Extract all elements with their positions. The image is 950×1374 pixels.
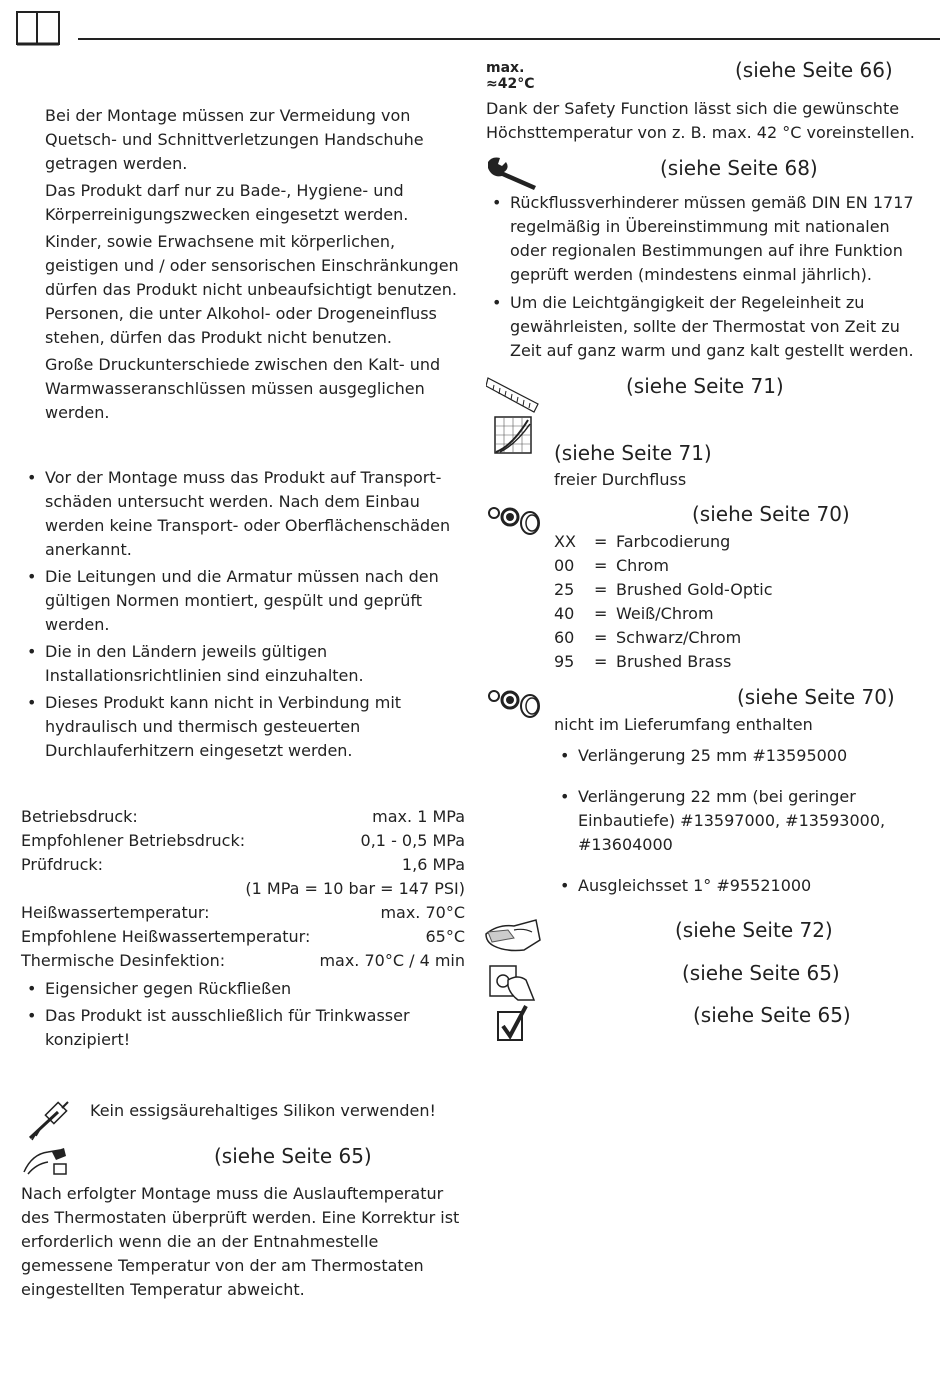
cleaning-hand-icon — [484, 916, 544, 954]
tech-specs — [21, 805, 465, 973]
color-row: 60 = Schwarz/Chrom — [554, 628, 742, 647]
safety-function-icon: max. ≈42°C — [486, 60, 535, 92]
accessory-item: • Verlängerung 25 mm #13595000 — [554, 744, 914, 768]
spec-bullet: • Eigensicher gegen Rückfließen — [21, 977, 451, 1001]
accessories-list — [554, 744, 914, 898]
montage-bullet: • Die in den Ländern jeweils gültigen Installationsrichtlinien sind einzuhalten. — [21, 640, 451, 688]
manual-book-icon — [15, 10, 63, 48]
color-codes — [554, 530, 773, 674]
color-row: 95 = Brushed Brass — [554, 652, 732, 671]
accessory-item: • Ausgleichsset 1° #95521000 — [554, 874, 914, 898]
spec-row: Thermische Desinfektion: max. 70°C / 4 min — [21, 951, 465, 970]
calibration-icon — [22, 1144, 68, 1180]
flow-diagram-icon — [494, 416, 532, 454]
safety-note-pressure: Große Druckunterschiede zwischen den Kalt- und Warmwasseranschlüssen müssen ausgeglichen werden. — [45, 355, 441, 422]
checklist-ref: (siehe Seite 65) — [693, 1003, 851, 1027]
operation-hand-icon — [488, 960, 538, 1002]
spec-row: Betriebsdruck: max. 1 MPa — [21, 807, 465, 826]
montage-bullet: • Die Leitungen und die Armatur müssen nach den gültigen Normen montiert, gespült und geprüft werden. — [21, 565, 451, 637]
maintenance-notes — [486, 191, 926, 363]
calibration-ref: (siehe Seite 65) — [214, 1144, 372, 1168]
colors-ref: (siehe Seite 70) — [692, 502, 850, 526]
flow-text: freier Durchfluss — [554, 470, 687, 489]
spec-row: Heißwassertemperatur: max. 70°C — [21, 903, 465, 922]
safety-note-gloves: Bei der Montage müssen zur Vermeidung von Quetsch- und Schnittverletzungen Handschuhe getragen werden. — [45, 106, 424, 173]
header-rule — [78, 38, 940, 40]
dimensions-ref: (siehe Seite 71) — [626, 374, 784, 398]
flow-ref: (siehe Seite 71) — [554, 441, 712, 465]
spec-notes — [21, 977, 451, 1052]
maintenance-bullet: • Um die Leichtgängigkeit der Regeleinheit zu gewährleisten, sollte der Thermostat von Zeit zu Zeit auf ganz warm und ganz kalt gestellt werden. — [486, 291, 926, 363]
color-row: XX = Farbcodierung — [554, 532, 731, 551]
montage-notes — [21, 466, 451, 763]
color-row: 40 = Weiß/Chrom — [554, 604, 714, 623]
spec-bullet: • Das Produkt ist ausschließlich für Trinkwasser konzipiert! — [21, 1004, 451, 1052]
color-parts-icon — [486, 503, 542, 537]
cleaning-ref: (siehe Seite 72) — [675, 918, 833, 942]
calibration-text: Nach erfolgter Montage muss die Auslauftemperatur des Thermostaten überprüft werden. Eine Korrektur ist erforderlich wenn die an der Entnahmestelle gemessene Temperatur von der am Thermostaten eingestellten Temperatur abweicht. — [21, 1184, 460, 1299]
safety-note-supervision: Kinder, sowie Erwachsene mit körperlichen, geistigen und / oder sensorischen Einschränkungen dürfen das Produkt nicht unbeaufsichtigt benutzen. Personen, die unter Alkohol- oder Drogeneinfluss stehen, dürfen das Produkt nicht benutzen. — [45, 232, 459, 347]
maintenance-ref: (siehe Seite 68) — [660, 156, 818, 180]
accessories-note: nicht im Lieferumfang enthalten — [554, 715, 813, 734]
color-row: 00 = Chrom — [554, 556, 669, 575]
operation-ref: (siehe Seite 65) — [682, 961, 840, 985]
accessories-ref: (siehe Seite 70) — [737, 685, 895, 709]
silicone-gun-icon — [24, 1100, 72, 1142]
checkmark-icon — [496, 1004, 530, 1042]
accessory-item: • Verlängerung 22 mm (bei geringer Einbautiefe) #13597000, #13593000, #13604000 — [554, 785, 914, 857]
safety-function-text: Dank der Safety Function lässt sich die gewünschte Höchsttemperatur von z. B. max. 42 °C voreinstellen. — [486, 99, 915, 142]
montage-bullet: • Vor der Montage muss das Produkt auf Transportschäden untersucht werden. Nach dem Einbau werden keine Transport- oder Oberflächenschäden anerkannt. — [21, 466, 451, 562]
accessory-parts-icon — [486, 686, 542, 720]
montage-bullet: • Dieses Produkt kann nicht in Verbindung mit hydraulisch und thermisch gesteuerten Durchlauferhitzern eingesetzt werden. — [21, 691, 451, 763]
color-row: 25 = Brushed Gold-Optic — [554, 580, 773, 599]
spec-row: Prüfdruck: 1,6 MPa — [21, 855, 465, 874]
dimensions-ruler-icon — [486, 374, 540, 414]
wrench-icon — [484, 154, 542, 192]
spec-row: Empfohlener Betriebsdruck: 0,1 - 0,5 MPa — [21, 831, 465, 850]
silicone-note: Kein essigsäurehaltiges Silikon verwenden! — [90, 1101, 436, 1120]
safety-notes — [45, 104, 470, 425]
safety-function-ref: (siehe Seite 66) — [735, 58, 893, 82]
safety-note-usage: Das Produkt darf nur zu Bade-, Hygiene- und Körperreinigungszwecken eingesetzt werden. — [45, 181, 409, 224]
spec-row: Empfohlene Heißwassertemperatur: 65°C — [21, 927, 465, 946]
spec-row: (1 MPa = 10 bar = 147 PSI) — [245, 879, 465, 898]
maintenance-bullet: • Rückflussverhinderer müssen gemäß DIN EN 1717 regelmäßig in Übereinstimmung mit nationalen oder regionalen Bestimmungen auf ihre Funktion geprüft werden (mindestens einmal jährlich). — [486, 191, 926, 287]
